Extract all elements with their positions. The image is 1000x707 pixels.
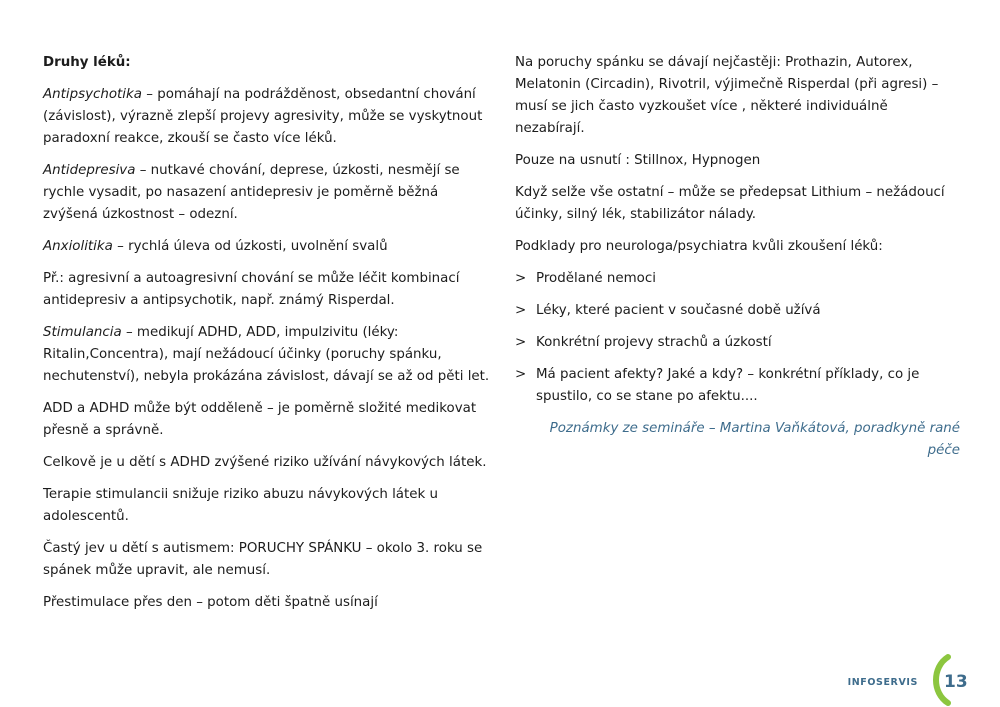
section-heading: Druhy léků: [43, 55, 131, 70]
documents-list [515, 268, 960, 408]
bullet-arrow-icon: > [515, 303, 527, 318]
list-item [515, 332, 960, 354]
text-anxiolitika: – rychlá úleva od úzkosti, uvolnění svalů [112, 239, 388, 254]
paragraph-example: Př.: agresivní a autoagresivní chování se může léčit kombinací antidepresiv a antipsychotik, např. známý Risperdal. [43, 271, 460, 308]
list-item [515, 268, 960, 290]
footer-brand: INFOSERVIS [847, 677, 918, 688]
text-stimulancia: – medikují ADHD, ADD, impulzivitu (léky: Ritalin,Concentra), mají nežádoucí účinky (poruchy spánku, nechutenství), nebyla prokázána závislost, dávají se až od pěti let. [43, 325, 490, 384]
term-stimulancia: Stimulancia [43, 325, 122, 340]
list-item-text: Konkrétní projevy strachů a úzkostí [536, 335, 772, 350]
term-anxiolitika: Anxiolitika [43, 239, 113, 254]
list-item-text: Má pacient afekty? Jaké a kdy? – konkrétní příklady, co je spustilo, co se stane po afektu.... [536, 367, 920, 404]
page-number: 13 [944, 672, 968, 692]
paragraph-falling-asleep: Pouze na usnutí : Stillnox, Hypnogen [515, 153, 761, 168]
paragraph-antipsychotika [43, 84, 493, 150]
paragraph-documents: Podklady pro neurologa/psychiatra kvůli zkoušení léků: [515, 239, 883, 254]
paragraph-therapy: Terapie stimulancii snižuje riziko abuzu návykových látek u adolescentů. [43, 487, 438, 524]
term-antidepresiva: Antidepresiva [43, 163, 136, 178]
paragraph-lithium: Když selže vše ostatní – může se předepsat Lithium – nežádoucí účinky, silný lék, stabilizátor nálady. [515, 185, 945, 222]
list-item-text: Léky, které pacient v současné době užívá [536, 303, 821, 318]
paragraph-sleep-disorders: Častý jev u dětí s autismem: PORUCHY SPÁNKU – okolo 3. roku se spánek může upravit, ale nemusí. [43, 541, 483, 578]
paragraph-risk: Celkově je u dětí s ADHD zvýšené riziko užívání návykových látek. [43, 455, 487, 470]
term-antipsychotika: Antipsychotika [43, 87, 142, 102]
paragraph-anxiolitika [43, 236, 493, 258]
bullet-arrow-icon: > [515, 271, 527, 286]
left-column [43, 52, 493, 624]
right-column [515, 52, 960, 472]
paragraph-add-adhd: ADD a ADHD může být odděleně – je poměrně složité medikovat přesně a správně. [43, 401, 477, 438]
bullet-arrow-icon: > [515, 367, 527, 382]
list-item-text: Prodělané nemoci [536, 271, 656, 286]
list-item [515, 364, 960, 408]
bullet-arrow-icon: > [515, 335, 527, 350]
paragraph-antidepresiva [43, 160, 493, 226]
paragraph-sleep-meds: Na poruchy spánku se dávají nejčastěji: Prothazin, Autorex, Melatonin (Circadin), Rivotril, výjimečně Risperdal (při agresi) – musí se jich často vyzkoušet více , některé individuálně nezabírají. [515, 55, 939, 136]
text-antidepresiva: – nutkavé chování, deprese, úzkosti, nesmějí se rychle vysadit, po nasazení antidepresiv je poměrně běžná zvýšená úzkostnost – odezní. [43, 163, 460, 222]
paragraph-stimulancia [43, 322, 493, 388]
attribution: Poznámky ze semináře – Martina Vaňkátová, poradkyně rané péče [549, 421, 960, 458]
paragraph-overstimulation: Přestimulace přes den – potom děti špatně usínají [43, 595, 378, 610]
list-item [515, 300, 960, 322]
text-antipsychotika: – pomáhají na podrážděnost, obsedantní chování (závislost), výrazně zlepší projevy agresivity, může se vyskytnout paradoxní reakce, zkouší se často více léků. [43, 87, 483, 146]
